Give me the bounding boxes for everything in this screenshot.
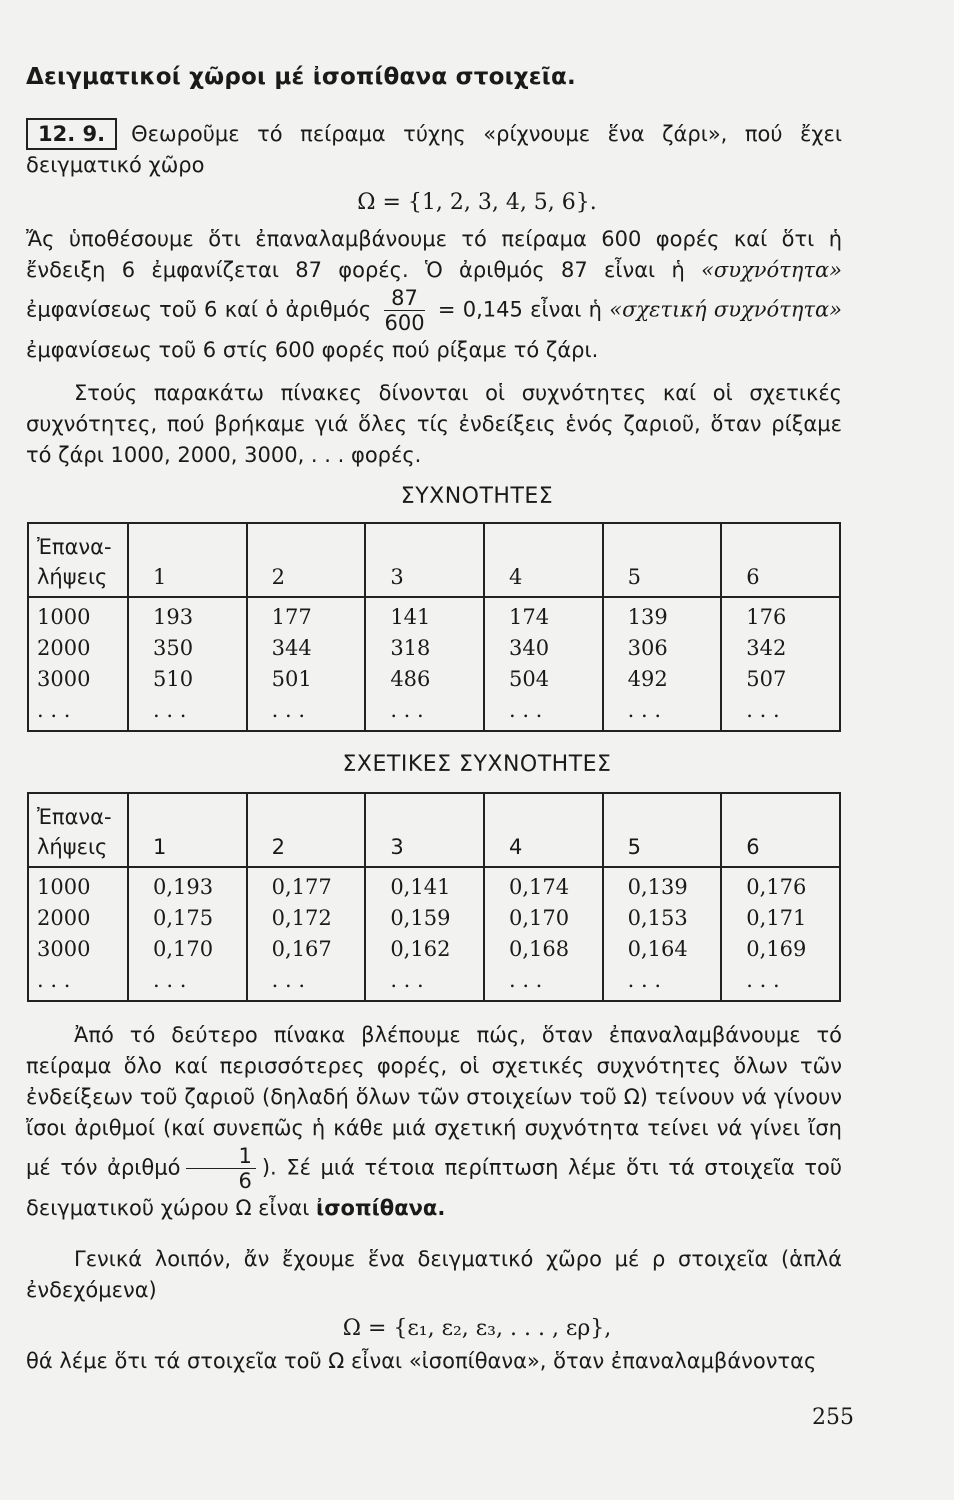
conclusion-text-a: Ἀπό τό δεύτερο πίνακα βλέπουμε πώς, ὅταν ἐπαναλαμβάνουμε τό πείραμα ὅλο καί περισσότερες φορές, οἱ σχετικές συχνότητες ὅλων τῶν ἐνδείξεων τοῦ ζαριοῦ (δηλαδή ὅλων τῶν στοιχείων τοῦ Ω) τείνουν νά γίνουν ἴσοι ἀριθμοί (καί συνεπῶς ἡ κάθε μιά σχετική συχνότητα τείνει νά γίνει ἴση μέ τόν ἀριθμό [26,1023,842,1180]
table2-col-5 [603,867,722,1001]
table-cell: . . . [271,698,306,722]
header-line-2: λήψεις [37,835,108,859]
table-cell: 0,139 [627,875,688,899]
header-line-1: Ἐπανα- [37,805,112,829]
table2-header-col: 6 [721,793,840,867]
omega-set: Ω = {1, 2, 3, 4, 5, 6}. [357,190,597,215]
table-cell: 504 [508,667,550,691]
fraction-numerator: 1 [186,1144,255,1169]
section-heading: Δειγματικοί χῶροι μέ ἰσοπίθανα στοιχεῖα. [26,64,576,90]
table-cell: 486 [390,667,431,691]
table-cell: 0,167 [271,937,332,961]
table-cell: . . . [746,698,780,722]
table2-col-repetitions [28,867,128,1001]
fraction-denominator: 600 [384,311,425,335]
table1-col-repetitions [28,597,128,731]
table-cell: 0,193 [153,875,214,899]
table2-col-6 [721,867,840,1001]
table-cell: 0,174 [508,875,570,899]
example-paragraph-3: Στούς παρακάτω πίνακες δίνονται οἱ συχνότητες καί οἱ σχετικές συχνότητες, πού βρήκαμε γιά ὅλες τίς ἐνδείξεις ἑνός ζαριοῦ, ὅταν ρίξαμε τό ζάρι 1000, 2000, 3000, . . . φορές. [26,381,842,467]
table1-header-col: 5 [603,523,722,597]
table-cell: 1000 [37,875,91,899]
term-frequency: «συχνότητα» [701,258,842,282]
table-cell: . . . [390,698,424,722]
table-cell: 501 [271,667,312,691]
omega-set-general: Ω = {ε₁, ε₂, ε₃, . . . , ερ}, [342,1316,612,1341]
table-cell: 0,162 [390,937,451,961]
fraction-denominator: 6 [238,1169,252,1193]
table2-col-3 [365,867,484,1001]
table-cell: 507 [746,667,787,691]
table1-header-col: 1 [128,523,247,597]
table-cell: 344 [271,636,312,660]
table1-header-repetitions [28,523,128,597]
conclusion-paragraph-1 [26,1020,842,1224]
example-intro-text: Θεωροῦμε τό πείραμα τύχης «ρίχνουμε ἕνα ζάρι», πού ἔχει δειγματικό χῶρο [26,122,842,177]
p2-after: ἐμφανίσεως τοῦ 6 καί ὁ ἀριθμός [26,297,372,322]
table1-header-col: 4 [484,523,603,597]
table-cell: 177 [271,605,312,629]
table-cell: 340 [508,636,550,660]
p2-end: ἐμφανίσεως τοῦ 6 στίς 600 φορές πού ρίξαμε τό ζάρι. [26,338,599,362]
table1-title: ΣΥΧΝΟΤΗΤΕΣ [400,484,554,509]
table-cell: 2000 [37,636,91,660]
table-cell: 0,170 [153,937,214,961]
table-cell: 176 [746,605,787,629]
table-cell: 0,164 [627,937,688,961]
table-cell: 0,171 [746,906,807,930]
table-cell: . . . [746,968,780,992]
table-cell: 342 [746,636,787,660]
table1-col-2 [247,597,366,731]
table-cell: . . . [153,698,187,722]
table-cell: 3000 [37,667,91,691]
table2-body [28,867,840,1001]
table-cell: 0,175 [153,906,214,930]
table-cell: 193 [153,605,194,629]
table1-col-5 [603,597,722,731]
header-line-2: λήψεις [37,565,108,589]
table2-col-4 [484,867,603,1001]
fraction-1-6 [186,1144,255,1193]
example-paragraph-2 [26,224,842,366]
header-line-1: Ἐπανα- [37,535,112,559]
table-cell: . . . [508,698,543,722]
table2-header-col: 2 [247,793,366,867]
fraction-87-600 [384,286,424,335]
example-number: 12. 9. [26,118,117,150]
table-cell: 141 [390,605,431,629]
table-cell: . . . [627,968,662,992]
table2-header-col: 4 [484,793,603,867]
table1-header-row [28,523,840,597]
example-intro [26,118,842,181]
table-cell: . . . [508,968,543,992]
p2-equation: = 0,145 εἶναι ἡ [437,297,602,322]
table1-header-col: 2 [247,523,366,597]
frequency-table [27,522,841,732]
table-cell: 0,153 [627,906,688,930]
table-cell: . . . [390,968,424,992]
table1-col-6 [721,597,840,731]
table1-body [28,597,840,731]
table2-col-1 [128,867,247,1001]
conclusion-paragraph-2: Γενικά λοιπόν, ἄν ἔχουμε ἕνα δειγματικό χῶρο μέ ρ στοιχεῖα (ἁπλά ἐνδεχόμενα) [26,1247,842,1302]
table-cell: . . . [271,968,306,992]
page-number: 255 [812,1405,854,1430]
table-cell: 0,169 [746,937,807,961]
table1-col-3 [365,597,484,731]
table-cell: 2000 [37,906,91,930]
table2-header-repetitions [28,793,128,867]
table-cell: 350 [153,636,194,660]
table-cell: 0,172 [271,906,332,930]
conclusion-text-b: ). Σέ μιά τέτοια περίπτωση λέμε ὅτι τά στοιχεῖα τοῦ δειγματικοῦ χώρου Ω εἶναι [26,1155,842,1220]
table-cell: 492 [627,667,668,691]
table1-header-col: 6 [721,523,840,597]
table2-header-col: 3 [365,793,484,867]
table-cell: 0,176 [746,875,807,899]
p2-line: Ἄς ὑποθέσουμε ὅτι ἐπαναλαμβάνουμε τό πείραμα 600 φορές καί ὅτι ἡ ἔνδειξη 6 ἐμφανίζεται 87 φορές. Ὁ ἀριθμός 87 εἶναι ἡ [26,227,842,282]
table-cell: 510 [153,667,194,691]
table-cell: 318 [390,636,431,660]
table-cell: 3000 [37,937,91,961]
table-cell: . . . [153,968,187,992]
conclusion-paragraph-3: θά λέμε ὅτι τά στοιχεῖα τοῦ Ω εἶναι «ἰσοπίθανα», ὅταν ἐπαναλαμβάνοντας [26,1349,817,1373]
table-cell: 1000 [37,605,91,629]
term-relative-frequency: «σχετική συχνότητα» [609,297,843,322]
table-cell: . . . [627,698,662,722]
table2-title: ΣΧΕΤΙΚΕΣ ΣΥΧΝΟΤΗΤΕΣ [342,752,612,777]
table1-header-col: 3 [365,523,484,597]
table-cell: 0,177 [271,875,332,899]
table-cell: 0,168 [508,937,570,961]
term-equiprobable: ἰσοπίθανα. [316,1196,446,1220]
table-cell: 174 [508,605,550,629]
table-cell: 0,170 [508,906,570,930]
table1-col-1 [128,597,247,731]
table2-col-2 [247,867,366,1001]
table-cell: 306 [627,636,668,660]
table-cell: . . . [37,968,71,992]
table2-header-col: 5 [603,793,722,867]
table-cell: 0,159 [390,906,451,930]
relative-frequency-table [27,792,841,1002]
table-cell: 139 [627,605,668,629]
table2-header-col: 1 [128,793,247,867]
fraction-numerator: 87 [384,286,424,311]
table1-col-4 [484,597,603,731]
table-cell: . . . [37,698,71,722]
table-cell: 0,141 [390,875,451,899]
table2-header-row [28,793,840,867]
